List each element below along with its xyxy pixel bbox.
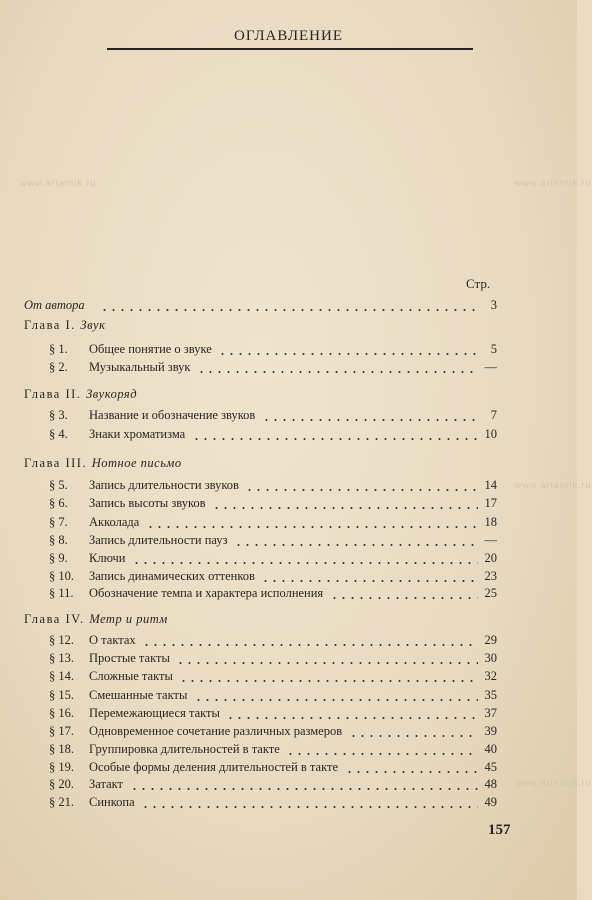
section-number: § 17. (49, 724, 74, 738)
section-number: § 4. (49, 427, 68, 441)
toc-row[interactable] (0, 494, 577, 512)
toc-row[interactable] (0, 567, 577, 585)
toc-row[interactable] (0, 631, 577, 649)
toc-entry-page: 30 (484, 651, 497, 665)
toc-entry-title: Запись высоты звуков (89, 496, 206, 510)
chapter-label: Глава III. (24, 456, 92, 470)
leader-dots (212, 507, 478, 509)
chapter-heading[interactable] (24, 387, 137, 402)
toc-entry-page: 32 (484, 669, 497, 683)
toc-row[interactable] (0, 793, 577, 811)
leader-dots (245, 489, 478, 491)
leader-dots (330, 597, 478, 599)
toc-entry-page: — (484, 533, 497, 547)
leader-dots (192, 438, 478, 440)
chapter-heading[interactable] (24, 612, 168, 627)
toc-entry-page: 23 (484, 569, 497, 583)
toc-row[interactable] (0, 425, 577, 443)
toc-row[interactable] (0, 531, 577, 549)
toc-row[interactable] (0, 740, 577, 758)
toc-entry-page: 40 (484, 742, 497, 756)
toc-entry-title: Знаки хроматизма (89, 427, 186, 441)
section-number: § 10. (49, 569, 74, 583)
toc-entry-page: 10 (484, 427, 497, 441)
toc-entry-title: Особые формы деления длительностей в такте (89, 760, 339, 774)
toc-row[interactable] (0, 704, 577, 722)
toc-row[interactable] (0, 340, 577, 358)
chapter-title: Нотное письмо (91, 456, 182, 470)
leader-dots (262, 419, 478, 421)
section-number: § 1. (49, 342, 68, 356)
toc-entry-title: О тактах (89, 633, 136, 647)
section-number: § 20. (49, 777, 74, 791)
leader-dots (100, 309, 478, 311)
toc-entry-title: Ключи (89, 551, 126, 565)
leader-dots (286, 753, 478, 755)
leader-dots (194, 699, 478, 701)
toc-entry-title: Смешанные такты (89, 688, 188, 702)
watermark-left: www.artantik.ru (20, 178, 97, 188)
contents-heading: ОГЛАВЛЕНИЕ (234, 28, 343, 44)
chapter-label: Глава I. (24, 318, 81, 332)
toc-entry-page: 48 (484, 777, 497, 791)
pages-column-label: Стр. (466, 276, 491, 291)
leader-dots (261, 580, 478, 582)
toc-entry-page: 20 (484, 551, 497, 565)
toc-entry-page: 3 (490, 298, 497, 312)
leader-dots (345, 771, 478, 773)
chapter-title: Звук (80, 318, 106, 332)
chapter-title: Метр и ритм (89, 612, 168, 626)
toc-entry-page: 39 (484, 724, 497, 738)
toc-entry-title: Запись длительности звуков (89, 478, 239, 492)
chapter-heading[interactable] (24, 456, 182, 471)
leader-dots (234, 544, 478, 546)
toc-entry-page: 5 (490, 342, 497, 356)
toc-entry-page: 35 (484, 688, 497, 702)
toc-entry-title: Обозначение темпа и характера исполнения (89, 586, 324, 600)
toc-row[interactable] (0, 667, 577, 685)
chapter-label: Глава IV. (24, 612, 90, 626)
section-number: § 6. (49, 496, 68, 510)
toc-entry-page: 45 (484, 760, 497, 774)
toc-entry-title: Музыкальный звук (89, 360, 191, 374)
toc-entry-title: Синкопа (89, 795, 135, 809)
leader-dots (218, 353, 478, 355)
toc-row-foreword[interactable] (0, 296, 577, 314)
section-number: § 8. (49, 533, 68, 547)
toc-entry-page: 37 (484, 706, 497, 720)
leader-dots (176, 662, 478, 664)
toc-row[interactable] (0, 513, 577, 531)
toc-entry-page: — (484, 360, 497, 374)
toc-entry-page: 14 (484, 478, 497, 492)
watermark-right-low: www.artantik.ru (515, 778, 592, 788)
leader-dots (132, 562, 478, 564)
toc-row[interactable] (0, 649, 577, 667)
toc-entry-title: Акколада (89, 515, 140, 529)
chapter-label: Глава II. (24, 387, 87, 401)
section-number: § 7. (49, 515, 68, 529)
toc-entry-title: Общее понятие о звуке (89, 342, 212, 356)
toc-row[interactable] (0, 722, 577, 740)
leader-dots (142, 644, 478, 646)
toc-row[interactable] (0, 758, 577, 776)
section-number: § 5. (49, 478, 68, 492)
toc-entry-title: От автора (24, 298, 85, 312)
toc-entry-page: 18 (484, 515, 497, 529)
toc-entry-title: Группировка длительностей в такте (89, 742, 280, 756)
section-number: § 15. (49, 688, 74, 702)
toc-row[interactable] (0, 584, 577, 602)
toc-entry-title: Сложные такты (89, 669, 173, 683)
leader-dots (130, 788, 478, 790)
toc-entry-title: Запись динамических оттенков (89, 569, 255, 583)
section-number: § 13. (49, 651, 74, 665)
section-number: § 9. (49, 551, 68, 565)
toc-entry-title: Одновременное сочетание различных размеров (89, 724, 343, 738)
watermark-right-top: www.artantik.ru (515, 178, 592, 188)
toc-entry-title: Простые такты (89, 651, 170, 665)
chapter-title: Звукоряд (86, 387, 138, 401)
toc-entry-page: 29 (484, 633, 497, 647)
toc-entry-title: Перемежающиеся такты (89, 706, 220, 720)
toc-row[interactable] (0, 686, 577, 704)
watermark-right-mid: www.artantik.ru (515, 480, 592, 490)
section-number: § 19. (49, 760, 74, 774)
toc-entry-page: 25 (484, 586, 497, 600)
toc-row[interactable] (0, 775, 577, 793)
section-number: § 3. (49, 408, 68, 422)
chapter-heading[interactable] (24, 318, 105, 333)
toc-entry-page: 49 (484, 795, 497, 809)
section-number: § 14. (49, 669, 74, 683)
leader-dots (141, 806, 478, 808)
leader-dots (146, 526, 478, 528)
toc-row[interactable] (0, 476, 577, 494)
leader-dots (197, 371, 478, 373)
toc-entry-page: 17 (484, 496, 497, 510)
section-number: § 11. (49, 586, 74, 600)
page-number: 157 (488, 822, 511, 838)
toc-entry-title: Затакт (89, 777, 124, 791)
toc-row[interactable] (0, 406, 577, 424)
toc-entry-page: 7 (490, 408, 497, 422)
section-number: § 18. (49, 742, 74, 756)
section-number: § 21. (49, 795, 74, 809)
leader-dots (179, 680, 478, 682)
toc-row[interactable] (0, 549, 577, 567)
leader-dots (349, 735, 478, 737)
section-number: § 16. (49, 706, 74, 720)
toc-row[interactable] (0, 358, 577, 376)
toc-entry-title: Запись длительности пауз (89, 533, 228, 547)
section-number: § 12. (49, 633, 74, 647)
leader-dots (226, 717, 478, 719)
toc-entry-title: Название и обозначение звуков (89, 408, 256, 422)
section-number: § 2. (49, 360, 68, 374)
